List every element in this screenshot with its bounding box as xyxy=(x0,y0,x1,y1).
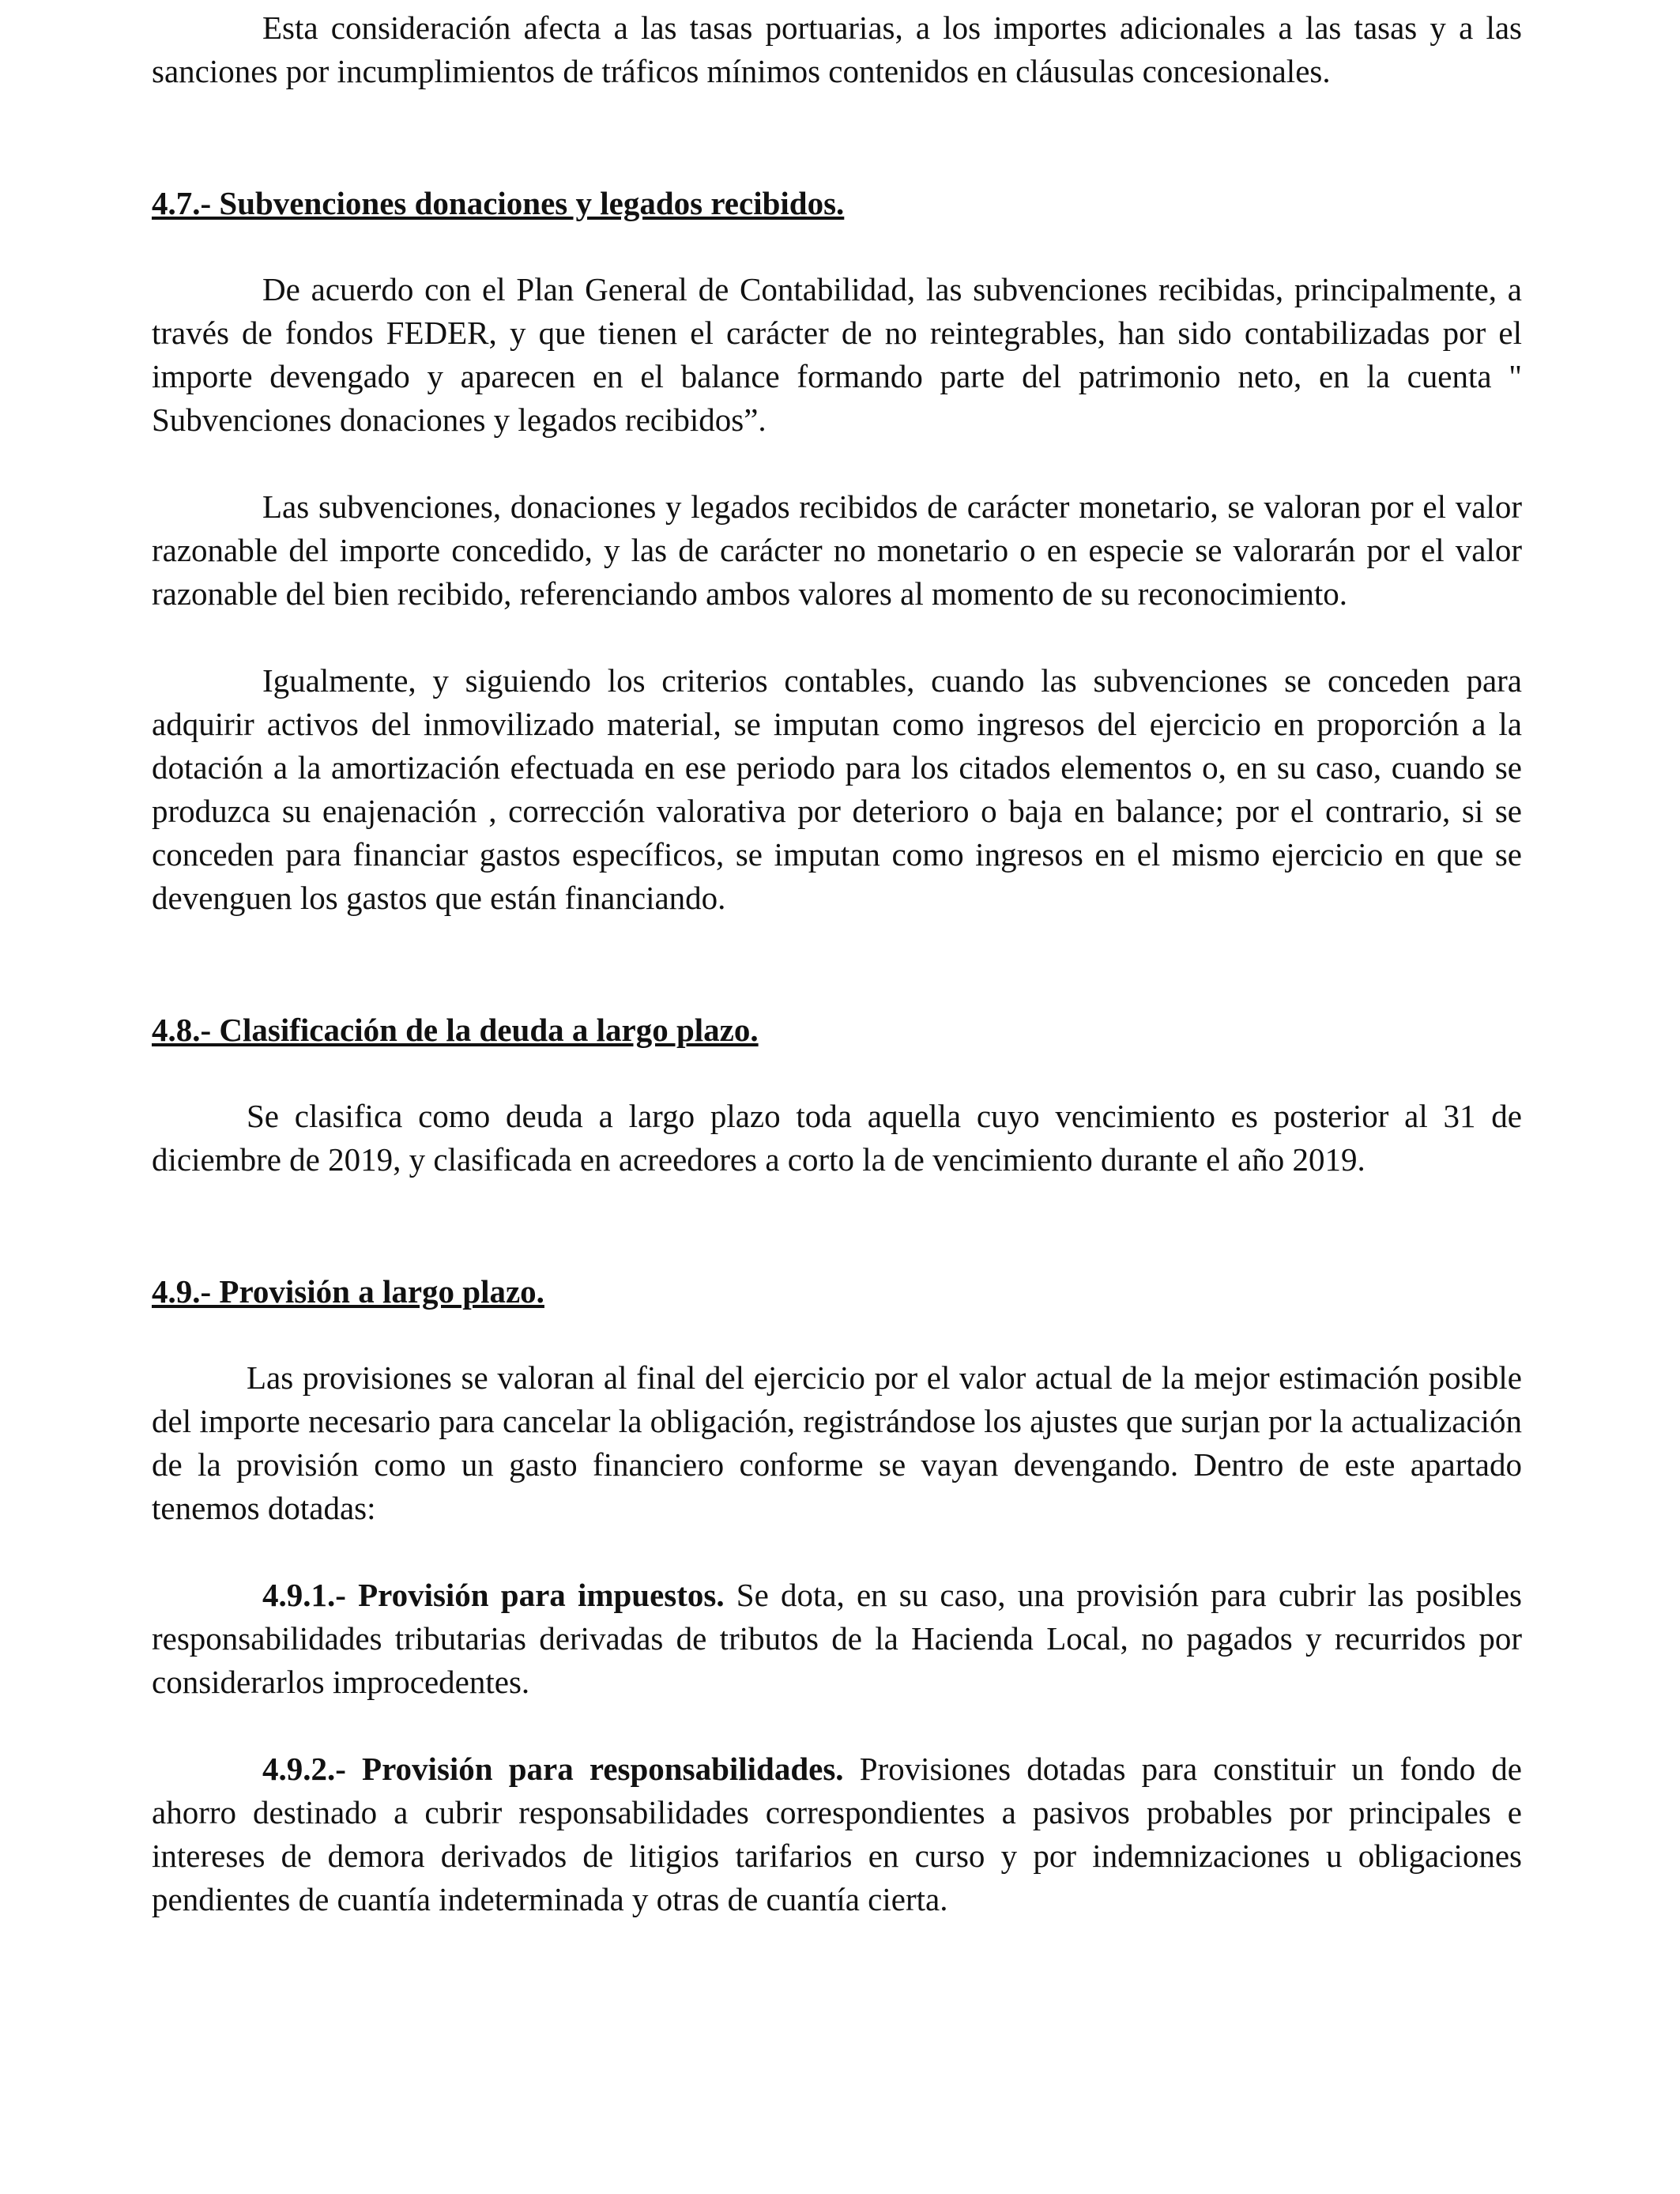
subsection-4-9-2-title: 4.9.2.- Provisión para responsabilidades. xyxy=(262,1751,844,1787)
subsection-4-9-1-paragraph xyxy=(152,1574,1522,1704)
document-page xyxy=(152,6,1522,1921)
spacer xyxy=(152,442,1522,485)
section-4-9-paragraph-1: Las provisiones se valoran al final del ejercicio por el valor actual de la mejor estimación posible del importe necesario para cancelar la obligación, registrándose los ajustes que surjan por la actualización de la provisión como un gasto financiero conforme se vayan devengando. Dentro de este apartado tenemos dotadas: xyxy=(152,1359,1522,1526)
subsection-4-9-1-title: 4.9.1.- Provisión para impuestos. xyxy=(262,1577,725,1613)
spacer xyxy=(152,1052,1522,1095)
spacer xyxy=(152,225,1522,268)
section-4-7-paragraph-1: De acuerdo con el Plan General de Contabilidad, las subvenciones recibidas, principalmente, a través de fondos FEDER, y que tienen el carácter de no reintegrables, han sido contabilizadas por el importe devengado y aparecen en el balance formando parte del patrimonio neto, en la cuenta " Subvenciones donaciones y legados recibidos”. xyxy=(152,271,1522,438)
spacer xyxy=(152,93,1522,182)
spacer xyxy=(152,1182,1522,1270)
section-4-7-paragraph-2: Las subvenciones, donaciones y legados recibidos de carácter monetario, se valoran por el valor razonable del importe concedido, y las de carácter no monetario o en especie se valorarán por el valor razonable del bien recibido, referenciando ambos valores al momento de su reconocimiento. xyxy=(152,488,1522,612)
spacer xyxy=(152,1314,1522,1356)
section-4-8-paragraph-1: Se clasifica como deuda a largo plazo toda aquella cuyo vencimiento es posterior al 31 de diciembre de 2019, y clasificada en acreedores a corto la de vencimiento durante el año 2019. xyxy=(152,1098,1522,1178)
section-4-8-heading: 4.8.- Clasificación de la deuda a largo plazo. xyxy=(152,1012,759,1048)
spacer xyxy=(152,1530,1522,1574)
spacer xyxy=(152,616,1522,659)
subsection-4-9-2-text: Provisiones dotadas para constituir un fondo de ahorro destinado a cubrir responsabilidades correspondientes a pasivos probables por principales e intereses de demora derivados de litigios tarifarios en curso y por indemnizaciones u obligaciones pendientes de cuantía indeterminada y otras de cuantía cierta. xyxy=(152,1751,1522,1917)
section-4-9-heading: 4.9.- Provisión a largo plazo. xyxy=(152,1273,544,1310)
subsection-4-9-2-paragraph xyxy=(152,1747,1522,1921)
section-4-7-heading: 4.7.- Subvenciones donaciones y legados recibidos. xyxy=(152,185,845,221)
spacer xyxy=(152,920,1522,1008)
section-4-7-paragraph-3: Igualmente, y siguiendo los criterios contables, cuando las subvenciones se conceden para adquirir activos del inmovilizado material, se imputan como ingresos del ejercicio en proporción a la dotación a la amortización efectuada en ese periodo para los citados elementos o, en su caso, cuando se produzca su enajenación , corrección valorativa por deterioro o baja en balance; por el contrario, si se conceden para financiar gastos específicos, se imputan como ingresos en el mismo ejercicio en que se devenguen los gastos que están financiando. xyxy=(152,662,1522,916)
subsection-4-9-1-text: Se dota, en su caso, una provisión para cubrir las posibles responsabilidades tributarias derivadas de tributos de la Hacienda Local, no pagados y recurridos por considerarlos improcedentes. xyxy=(152,1577,1523,1700)
spacer xyxy=(152,1704,1522,1747)
intro-paragraph: Esta consideración afecta a las tasas portuarias, a los importes adicionales a las tasas y a las sanciones por incumplimientos de tráficos mínimos contenidos en cláusulas concesionales. xyxy=(152,9,1522,89)
